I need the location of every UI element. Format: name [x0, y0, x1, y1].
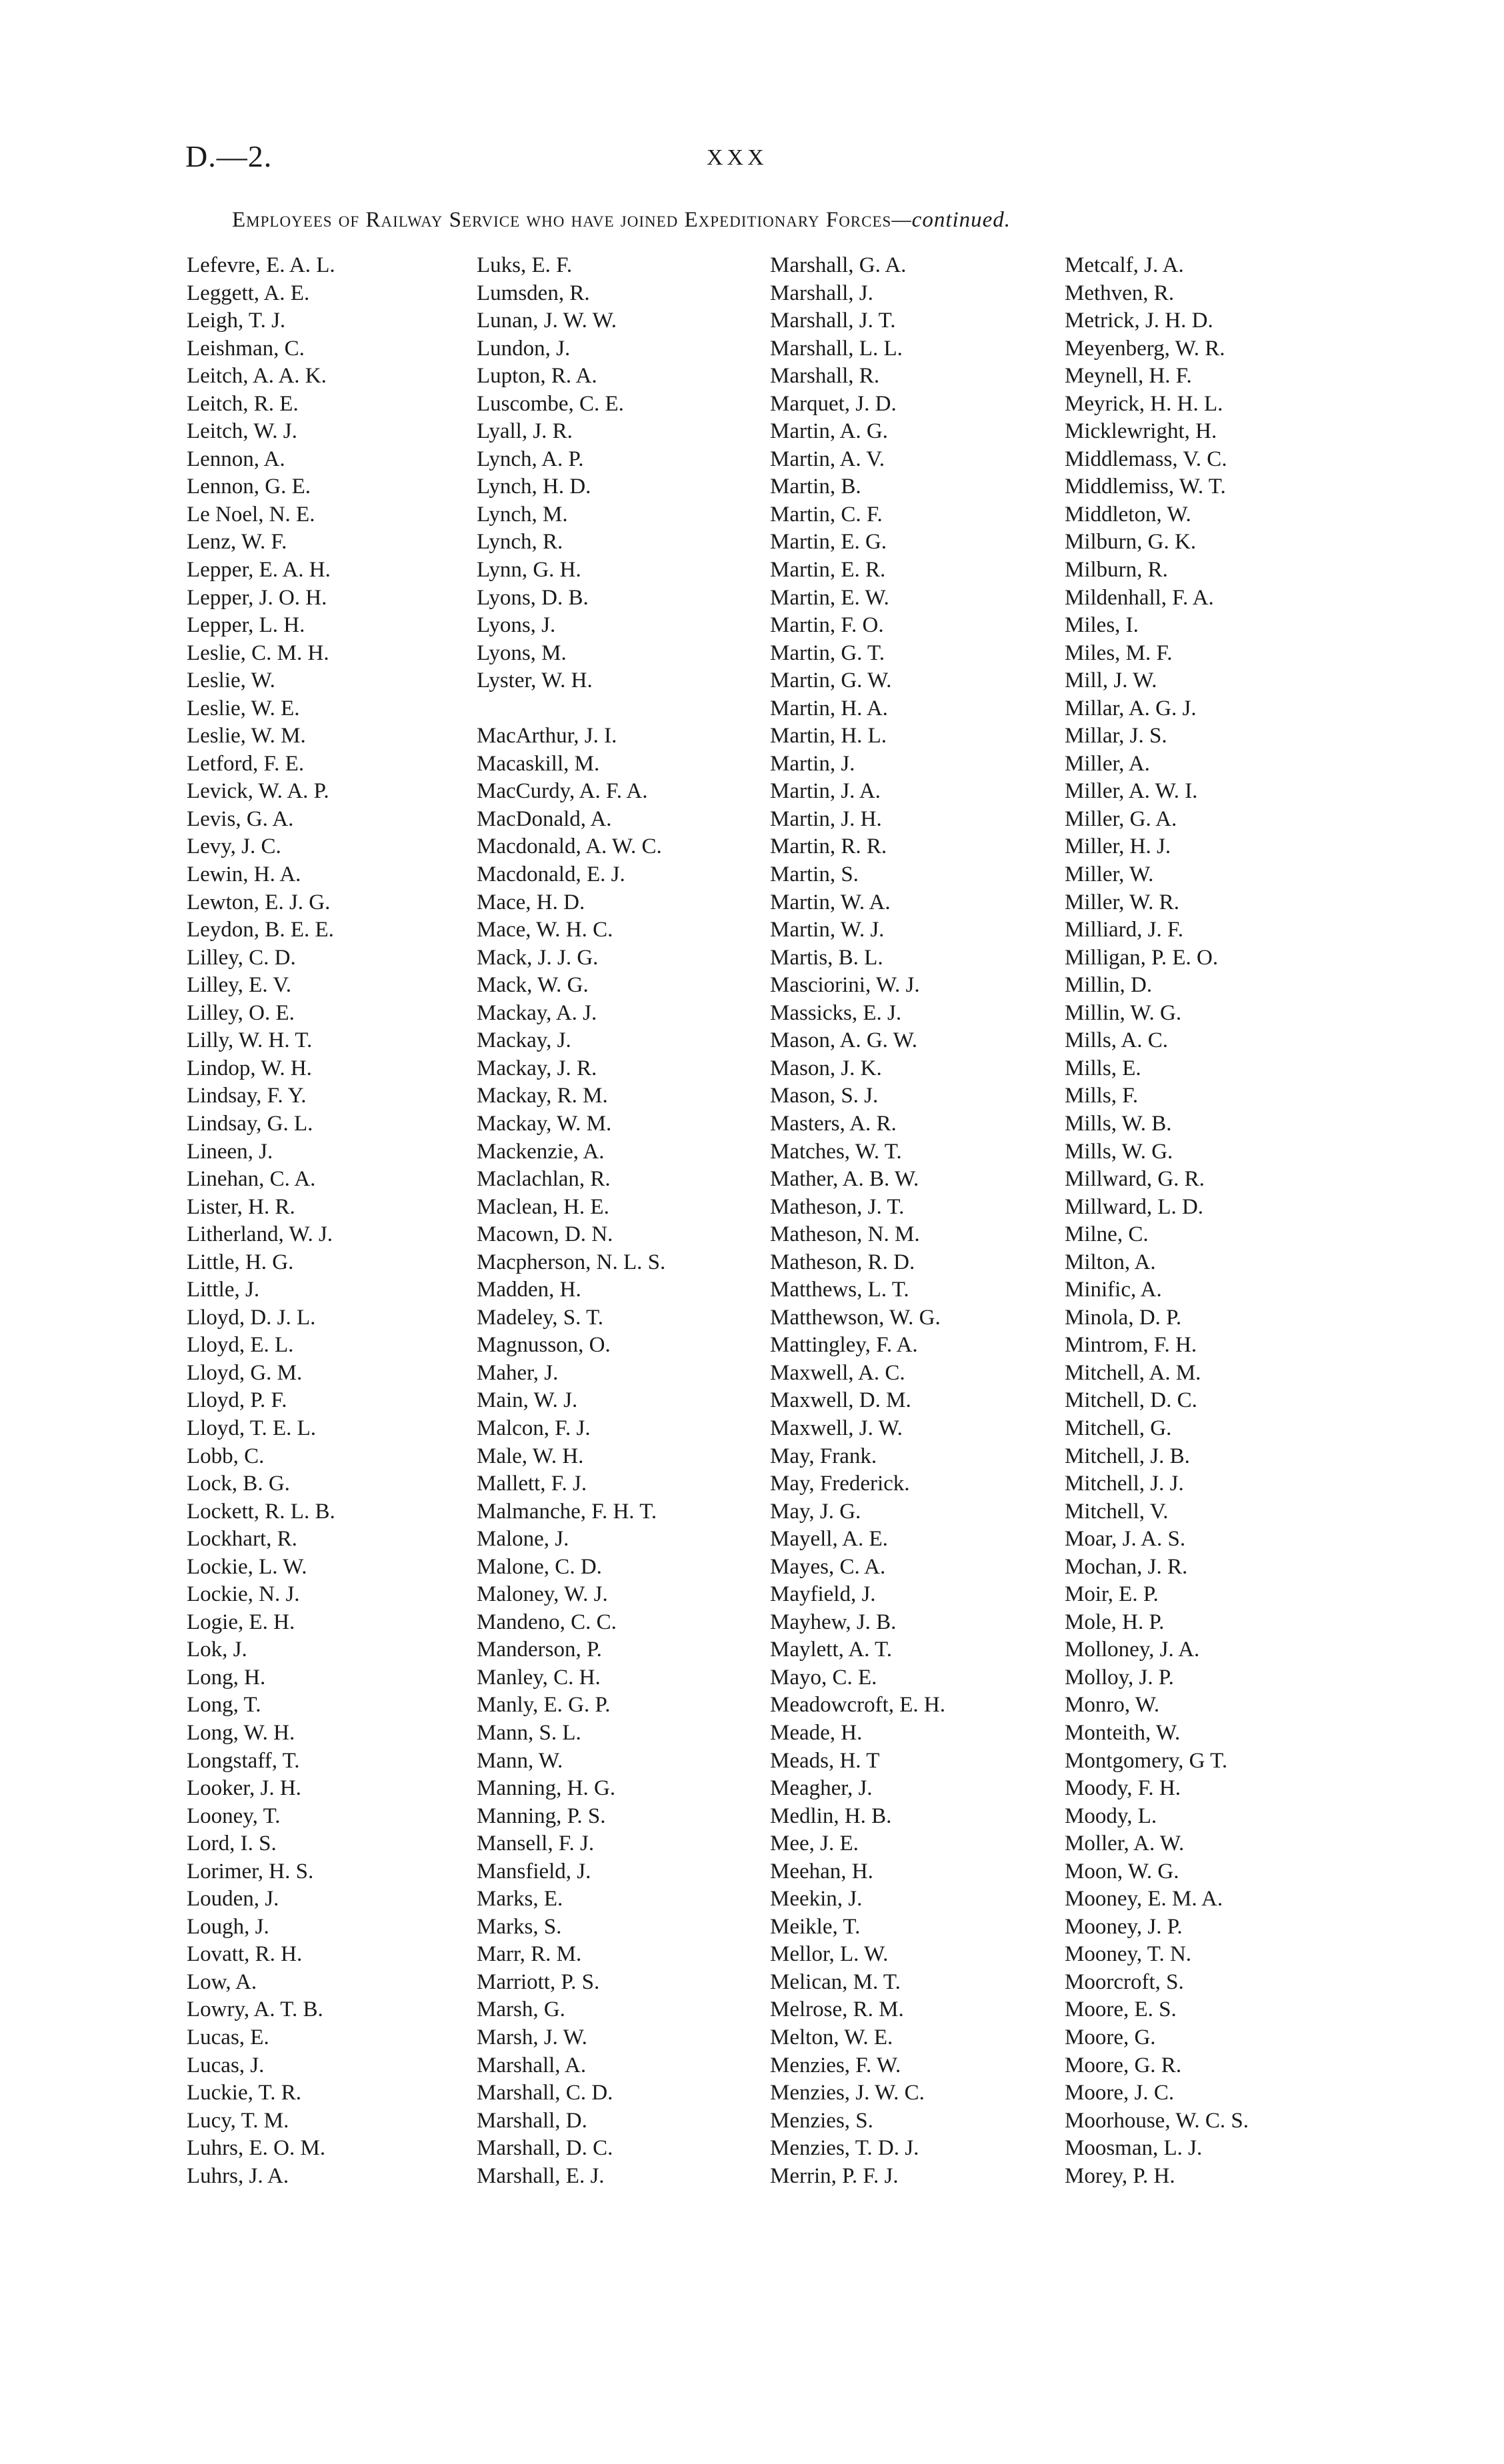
employee-name: Moorhouse, W. C. S. [1065, 2108, 1249, 2133]
employee-name: Moody, F. H. [1065, 1776, 1181, 1801]
employee-name: Morey, P. H. [1065, 2163, 1175, 2188]
employee-name: Lloyd, T. E. L. [187, 1416, 317, 1440]
employee-name: Miller, A. W. I. [1065, 779, 1198, 804]
employee-name: MacDonald, A. [477, 806, 612, 831]
employee-name: Mace, H. D. [477, 890, 585, 914]
employee-name: Leslie, W. M. [187, 724, 306, 748]
employee-name: Meekin, J. [770, 1887, 863, 1911]
employee-name: Lennon, A. [187, 447, 285, 471]
employee-name: Mattingley, F. A. [770, 1333, 918, 1358]
employee-name: Marr, R. M. [477, 1942, 582, 1967]
employee-name: Mason, S. J. [770, 1084, 879, 1108]
employee-name: Mills, F. [1065, 1084, 1139, 1108]
employee-name: Menzies, S. [770, 2108, 873, 2133]
employee-name: Linehan, C. A. [187, 1167, 316, 1192]
employee-name: Lefevre, E. A. L. [187, 253, 335, 277]
employee-name: Mills, E. [1065, 1056, 1141, 1080]
employee-name: Lilley, E. V. [187, 973, 292, 998]
employee-name: Mansfield, J. [477, 1859, 591, 1883]
employee-name: Meynell, H. F. [1065, 364, 1192, 389]
employee-name: Macown, D. N. [477, 1222, 613, 1247]
employee-name: Martin, E. R. [770, 558, 886, 583]
employee-name: Matheson, J. T. [770, 1194, 905, 1219]
employee-name: Levick, W. A. P. [187, 779, 329, 804]
employee-name: Lowry, A. T. B. [187, 1997, 323, 2022]
employee-name: Le Noel, N. E. [187, 502, 315, 527]
employee-name: Marshall, E. J. [477, 2163, 605, 2188]
employee-name: Martin, A. V. [770, 447, 885, 471]
employee-name: Lilley, O. E. [187, 1000, 295, 1025]
employee-name: Lumsden, R. [477, 281, 590, 305]
employee-name: Menzies, J. W. C. [770, 2081, 925, 2105]
employee-name: Melrose, R. M. [770, 1997, 904, 2022]
employee-name: Lyall, J. R. [477, 419, 573, 444]
employee-name: Mann, W. [477, 1748, 563, 1773]
employee-name: Miles, I. [1065, 613, 1139, 638]
employee-name: Looker, J. H. [187, 1776, 301, 1801]
employee-name: Meagher, J. [770, 1776, 873, 1801]
employee-name: Lepper, J. O. H. [187, 585, 327, 610]
employee-name: Miller, A. [1065, 751, 1150, 776]
employee-name: Lovatt, R. H. [187, 1942, 303, 1967]
employee-name: Martin, C. F. [770, 502, 883, 527]
employee-name: Lindop, W. H. [187, 1056, 312, 1080]
employee-name: Leitch, A. A. K. [187, 364, 327, 389]
employee-name: Martin, H. L. [770, 724, 887, 748]
employee-name: Mandeno, C. C. [477, 1610, 617, 1634]
employee-name: Maxwell, D. M. [770, 1388, 911, 1413]
employee-name: Leslie, C. M. H. [187, 640, 329, 665]
employee-name: Long, H. [187, 1665, 266, 1690]
employee-name: Mason, J. K. [770, 1056, 882, 1080]
employee-name: Metcalf, J. A. [1065, 253, 1184, 277]
employee-name: Lewin, H. A. [187, 862, 301, 887]
employee-name: Lepper, E. A. H. [187, 558, 331, 583]
employee-name: Lewton, E. J. G. [187, 890, 331, 914]
employee-name: Martin, R. R. [770, 834, 887, 859]
employee-name: Marshall, C. D. [477, 2081, 613, 2105]
name-column-3 [770, 252, 1057, 2190]
name-column-1 [187, 252, 473, 2190]
employee-name: Metrick, J. H. D. [1065, 309, 1213, 333]
employee-name: Marshall, L. L. [770, 336, 903, 361]
employee-name: Male, W. H. [477, 1444, 584, 1468]
employee-name: Mayell, A. E. [770, 1527, 888, 1552]
name-column-2 [477, 252, 763, 2190]
employee-name: Marshall, D. C. [477, 2136, 613, 2161]
employee-name: May, Frederick. [770, 1472, 910, 1496]
employee-name: Meyenberg, W. R. [1065, 336, 1225, 361]
employee-name: Milne, C. [1065, 1222, 1149, 1247]
employee-name: Lepper, L. H. [187, 613, 305, 638]
employee-name: Little, H. G. [187, 1250, 294, 1274]
employee-name: Martin, J. A. [770, 779, 881, 804]
employee-name: Marshall, J. [770, 281, 873, 305]
employee-name: Marshall, G. A. [770, 253, 907, 277]
employee-name: Lindsay, G. L. [187, 1111, 313, 1136]
employee-name: Millar, J. S. [1065, 724, 1167, 748]
employee-name: Methven, R. [1065, 281, 1175, 305]
employee-name: Martin, J. H. [770, 806, 882, 831]
employee-name: Lupton, R. A. [477, 364, 597, 389]
employee-name: Meads, H. T [770, 1748, 880, 1773]
employee-name: Marquet, J. D. [770, 391, 897, 416]
employee-name: Menzies, F. W. [770, 2053, 901, 2077]
employee-name: Lyons, M. [477, 640, 567, 665]
employee-name: Long, T. [187, 1693, 261, 1718]
employee-name: Middlemass, V. C. [1065, 447, 1227, 471]
employee-name: Lockie, N. J. [187, 1582, 300, 1607]
employee-name: Lockhart, R. [187, 1527, 297, 1552]
employee-name: Martin, S. [770, 862, 859, 887]
employee-name: Marks, E. [477, 1887, 563, 1911]
employee-name: Lucas, J. [187, 2053, 265, 2077]
employee-name: Massicks, E. J. [770, 1000, 902, 1025]
employee-name: Madeley, S. T. [477, 1305, 604, 1330]
employee-name: Leslie, W. E. [187, 696, 300, 720]
employee-name: Lucy, T. M. [187, 2108, 289, 2133]
employee-name: Leitch, R. E. [187, 391, 299, 416]
employee-name: Meehan, H. [770, 1859, 873, 1883]
employee-name: MacCurdy, A. F. A. [477, 779, 648, 804]
employee-name: Merrin, P. F. J. [770, 2163, 899, 2188]
employee-name: Moody, L. [1065, 1804, 1157, 1828]
employee-name: Matches, W. T. [770, 1139, 902, 1164]
employee-name: Mitchell, V. [1065, 1499, 1169, 1524]
employee-name: Miles, M. F. [1065, 640, 1173, 665]
employee-name: Lyons, J. [477, 613, 556, 638]
employee-name: Luscombe, C. E. [477, 391, 624, 416]
employee-name: Molloney, J. A. [1065, 1638, 1200, 1662]
employee-name: Lister, H. R. [187, 1194, 295, 1219]
employee-name: Mayes, C. A. [770, 1554, 886, 1579]
employee-name: Leitch, W. J. [187, 419, 297, 444]
employee-name: Logie, E. H. [187, 1610, 295, 1634]
employee-name: Lyster, W. H. [477, 668, 593, 693]
employee-name: Mitchell, J. J. [1065, 1472, 1184, 1496]
employee-name: Martis, B. L. [770, 945, 883, 970]
employee-name: Milligan, P. E. O. [1065, 945, 1219, 970]
employee-name: Maclean, H. E. [477, 1194, 609, 1219]
employee-name: Moir, E. P. [1065, 1582, 1159, 1607]
employee-name: Miller, W. [1065, 862, 1154, 887]
employee-name: Mitchell, D. C. [1065, 1388, 1197, 1413]
employee-name: Maloney, W. J. [477, 1582, 608, 1607]
employee-name: Leigh, T. J. [187, 309, 286, 333]
employee-name: Monteith, W. [1065, 1720, 1181, 1745]
employee-name: Matheson, R. D. [770, 1250, 915, 1274]
employee-name: Luckie, T. R. [187, 2081, 301, 2105]
employee-name: Middleton, W. [1065, 502, 1191, 527]
employee-name: Martin, H. A. [770, 696, 888, 720]
employee-name: Mackay, W. M. [477, 1111, 612, 1136]
employee-name: Martin, G. T. [770, 640, 885, 665]
employee-name: Mooney, J. P. [1065, 1914, 1183, 1939]
employee-name: Lockett, R. L. B. [187, 1499, 335, 1524]
employee-name: Millward, G. R. [1065, 1167, 1205, 1192]
employee-name: Millward, L. D. [1065, 1194, 1204, 1219]
employee-name: Manning, P. S. [477, 1804, 606, 1828]
employee-name: Looney, T. [187, 1804, 281, 1828]
employee-name: Macaskill, M. [477, 751, 600, 776]
employee-name: May, Frank. [770, 1444, 877, 1468]
employee-name: Madden, H. [477, 1278, 581, 1302]
employee-name: Matthews, L. T. [770, 1278, 909, 1302]
employee-name: Mackenzie, A. [477, 1139, 605, 1164]
employee-name: Mitchell, G. [1065, 1416, 1172, 1440]
employee-name: Main, W. J. [477, 1388, 578, 1413]
employee-name: Lockie, L. W. [187, 1554, 307, 1579]
employee-name: Moore, G. [1065, 2025, 1156, 2049]
employee-name: Martin, F. O. [770, 613, 884, 638]
employee-name: Martin, A. G. [770, 419, 888, 444]
employee-name: Marshall, A. [477, 2053, 587, 2077]
employee-name: Malmanche, F. H. T. [477, 1499, 657, 1524]
employee-name: Millar, A. G. J. [1065, 696, 1197, 720]
employee-name: Mitchell, A. M. [1065, 1360, 1201, 1385]
employee-name: Lloyd, D. J. L. [187, 1305, 316, 1330]
employee-name: Mayhew, J. B. [770, 1610, 897, 1634]
employee-name: Mackay, A. J. [477, 1000, 597, 1025]
employee-name: Mallett, F. J. [477, 1472, 587, 1496]
employee-name: Mooney, T. N. [1065, 1942, 1192, 1967]
employee-name: Lobb, C. [187, 1444, 265, 1468]
employee-name: Lloyd, P. F. [187, 1388, 287, 1413]
employee-name: Matthewson, W. G. [770, 1305, 941, 1330]
employee-name: Mildenhall, F. A. [1065, 585, 1214, 610]
employee-name: Lindsay, F. Y. [187, 1084, 307, 1108]
employee-name: Monro, W. [1065, 1693, 1160, 1718]
employee-name: Minola, D. P. [1065, 1305, 1182, 1330]
employee-name: Moorcroft, S. [1065, 1969, 1184, 1994]
employee-name: Lynn, G. H. [477, 558, 581, 583]
employee-name: Luhrs, E. O. M. [187, 2136, 326, 2161]
employee-name: Marks, S. [477, 1914, 562, 1939]
employee-name: Montgomery, G T. [1065, 1748, 1228, 1773]
employee-name: Meikle, T. [770, 1914, 861, 1939]
employee-name: Lynch, R. [477, 530, 563, 555]
employee-name: Leishman, C. [187, 336, 305, 361]
employee-name: Masters, A. R. [770, 1111, 897, 1136]
employee-name: Martin, W. A. [770, 890, 891, 914]
employee-name: Moar, J. A. S. [1065, 1527, 1186, 1552]
employee-name: Longstaff, T. [187, 1748, 300, 1773]
employee-name: Moore, J. C. [1065, 2081, 1175, 2105]
employee-name: Mayo, C. E. [770, 1665, 877, 1690]
employee-name: Lynch, A. P. [477, 447, 584, 471]
employee-name: Mitchell, J. B. [1065, 1444, 1190, 1468]
employee-name: Lloyd, G. M. [187, 1360, 303, 1385]
employee-name: Leydon, B. E. E. [187, 918, 334, 942]
employee-name: Luhrs, J. A. [187, 2163, 289, 2188]
employee-name: Milburn, G. K. [1065, 530, 1197, 555]
employee-name: Martin, E. W. [770, 585, 889, 610]
employee-name: Maxwell, A. C. [770, 1360, 905, 1385]
employee-name: Masciorini, W. J. [770, 973, 920, 998]
employee-name: Mole, H. P. [1065, 1610, 1165, 1634]
name-column-4 [1065, 252, 1351, 2190]
employee-name: Lord, I. S. [187, 1832, 277, 1856]
employee-name: Luks, E. F. [477, 253, 573, 277]
employee-name: Marriott, P. S. [477, 1969, 600, 1994]
employee-name: Molloy, J. P. [1065, 1665, 1174, 1690]
employee-name: Mochan, J. R. [1065, 1554, 1188, 1579]
employee-name: Levis, G. A. [187, 806, 294, 831]
employee-name: Lorimer, H. S. [187, 1859, 314, 1883]
employee-name: Levy, J. C. [187, 834, 281, 859]
employee-name: Moore, G. R. [1065, 2053, 1182, 2077]
employee-name: Leggett, A. E. [187, 281, 310, 305]
employee-name: Marsh, G. [477, 1997, 565, 2022]
employee-name: Menzies, T. D. J. [770, 2136, 919, 2161]
page-number: XXX [707, 145, 768, 170]
employee-name: Macdonald, E. J. [477, 862, 625, 887]
employee-name: Manly, E. G. P. [477, 1693, 611, 1718]
employee-name: Meyrick, H. H. L. [1065, 391, 1223, 416]
employee-name: Moore, E. S. [1065, 1997, 1177, 2022]
employee-name: Moon, W. G. [1065, 1859, 1179, 1883]
employee-name: Martin, W. J. [770, 918, 885, 942]
employee-name: MacArthur, J. I. [477, 724, 617, 748]
employee-name: Marshall, J. T. [770, 309, 896, 333]
employee-name: Maher, J. [477, 1360, 559, 1385]
employee-name: Mintrom, F. H. [1065, 1333, 1197, 1358]
employee-name: May, J. G. [770, 1499, 861, 1524]
employee-name: Middlemiss, W. T. [1065, 475, 1226, 499]
employee-name: Mellor, L. W. [770, 1942, 889, 1967]
employee-name: Maxwell, J. W. [770, 1416, 903, 1440]
employee-name: Lilley, C. D. [187, 945, 296, 970]
employee-name: Lyons, D. B. [477, 585, 589, 610]
employee-name: Lock, B. G. [187, 1472, 290, 1496]
employee-name: Lynch, M. [477, 502, 568, 527]
heading-continued: —continued. [891, 208, 1011, 232]
page-heading [232, 208, 1011, 233]
employee-name: Martin, E. G. [770, 530, 887, 555]
employee-name: Medlin, H. B. [770, 1804, 892, 1828]
employee-name: Marshall, R. [770, 364, 880, 389]
employee-name: Lough, J. [187, 1914, 269, 1939]
employee-name: Long, W. H. [187, 1720, 295, 1745]
employee-name: Lloyd, E. L. [187, 1333, 294, 1358]
employee-name: Miller, G. A. [1065, 806, 1177, 831]
employee-name: Litherland, W. J. [187, 1222, 333, 1247]
employee-name: Mayfield, J. [770, 1582, 876, 1607]
employee-name: Lucas, E. [187, 2025, 269, 2049]
employee-name: Milliard, J. F. [1065, 918, 1183, 942]
employee-name: Meade, H. [770, 1720, 863, 1745]
employee-name: Macpherson, N. L. S. [477, 1250, 666, 1274]
employee-name: Lineen, J. [187, 1139, 273, 1164]
employee-name: Malcon, F. J. [477, 1416, 591, 1440]
employee-name: Malone, J. [477, 1527, 569, 1552]
report-reference: D.—2. [185, 139, 273, 173]
employee-name: Martin, B. [770, 475, 861, 499]
employee-name: Mills, W. G. [1065, 1139, 1173, 1164]
employee-name: Lok, J. [187, 1638, 247, 1662]
employee-name: Mansell, F. J. [477, 1832, 595, 1856]
employee-name: Mee, J. E. [770, 1832, 859, 1856]
employee-name: Manderson, P. [477, 1638, 602, 1662]
employee-name: Lynch, H. D. [477, 475, 591, 499]
employee-name: Macdonald, A. W. C. [477, 834, 662, 859]
employee-name: Magnusson, O. [477, 1333, 611, 1358]
employee-name: Lundon, J. [477, 336, 571, 361]
employee-name: Matheson, N. M. [770, 1222, 920, 1247]
employee-name: Mackay, R. M. [477, 1084, 608, 1108]
employee-name: Maclachlan, R. [477, 1167, 611, 1192]
employee-name: Letford, F. E. [187, 751, 305, 776]
employee-name: Melton, W. E. [770, 2025, 893, 2049]
employee-name: Miller, H. J. [1065, 834, 1171, 859]
employee-name: Manley, C. H. [477, 1665, 601, 1690]
employee-name: Melican, M. T. [770, 1969, 901, 1994]
employee-name: Micklewright, H. [1065, 419, 1217, 444]
employee-name: Mackay, J. R. [477, 1056, 597, 1080]
employee-name: Lunan, J. W. W. [477, 309, 617, 333]
employee-name [477, 695, 763, 723]
employee-name: Mills, A. C. [1065, 1028, 1168, 1053]
employee-name: Millin, D. [1065, 973, 1153, 998]
employee-name: Mack, J. J. G. [477, 945, 599, 970]
employee-name: Martin, G. W. [770, 668, 892, 693]
employee-name: Maylett, A. T. [770, 1638, 893, 1662]
employee-name: Moller, A. W. [1065, 1832, 1185, 1856]
employee-name: Mackay, J. [477, 1028, 571, 1053]
employee-name: Manning, H. G. [477, 1776, 616, 1801]
employee-name: Milton, A. [1065, 1250, 1156, 1274]
employee-name: Lennon, G. E. [187, 475, 311, 499]
employee-name: Mill, J. W. [1065, 668, 1157, 693]
employee-name: Low, A. [187, 1969, 257, 1994]
employee-name: Mills, W. B. [1065, 1111, 1172, 1136]
employee-name: Little, J. [187, 1278, 260, 1302]
employee-name: Mann, S. L. [477, 1720, 581, 1745]
employee-name: Leslie, W. [187, 668, 275, 693]
employee-name: Mack, W. G. [477, 973, 589, 998]
employee-name: Mason, A. G. W. [770, 1028, 917, 1053]
employee-name: Mace, W. H. C. [477, 918, 613, 942]
employee-name: Martin, J. [770, 751, 855, 776]
employee-name: Lenz, W. F. [187, 530, 287, 555]
employee-name: Malone, C. D. [477, 1554, 602, 1579]
employee-name: Millin, W. G. [1065, 1000, 1182, 1025]
employee-name: Milburn, R. [1065, 558, 1168, 583]
employee-name: Meadowcroft, E. H. [770, 1693, 946, 1718]
employee-name: Minific, A. [1065, 1278, 1162, 1302]
heading-title: Employees of Railway Service who have joined Expeditionary Forces [232, 208, 892, 232]
employee-name: Lilly, W. H. T. [187, 1028, 313, 1053]
employee-name: Marsh, J. W. [477, 2025, 587, 2049]
employee-name: Miller, W. R. [1065, 890, 1179, 914]
employee-name: Marshall, D. [477, 2108, 587, 2133]
employee-name: Mooney, E. M. A. [1065, 1887, 1223, 1911]
employee-name: Louden, J. [187, 1887, 279, 1911]
employee-name: Mather, A. B. W. [770, 1167, 919, 1192]
employee-name: Moosman, L. J. [1065, 2136, 1203, 2161]
